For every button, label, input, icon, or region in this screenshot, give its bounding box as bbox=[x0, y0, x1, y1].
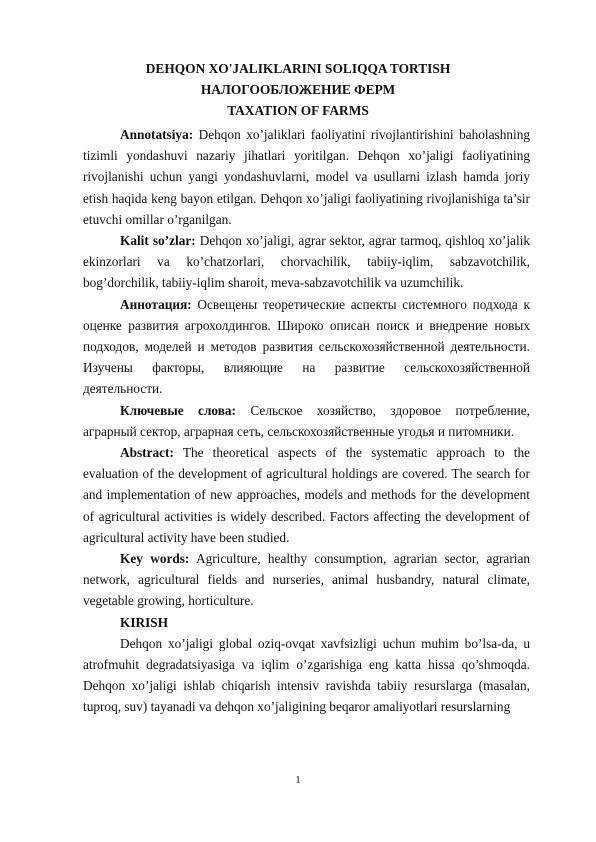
annotation-russian-label: Аннотация: bbox=[120, 296, 192, 312]
keywords-uzbek-text: Dehqon xo’jaligi, agrar sektor, agrar tarmoq, qishloq xo’jalik ekinzorlari va ko’chatzorlari, chorvachilik, tabiiy-iqlim, sabzavotchilik, bog’dorchilik, tabiiy-iqlim sharoit, meva-sabzavotchilik va uzumchilik. bbox=[83, 233, 530, 291]
annotation-russian-text: Освещены теоретические аспекты системного подхода к оценке развития агрохолдингов. Широко описан поиск и внедрение новых подходов, моделей и методов развития сельскохозяйственной деятельности. Изучены факторы, влияющие на развитие сельскохозяйственной деятельности. bbox=[83, 296, 530, 397]
intro-paragraph: Dehqon xo’jaligi global oziq-ovqat xavfsizligi uchun muhim bo’lsa-da, u atrofmuhit degradatsiyasiga va iqlim o’zgarishiga eng katta hissa qo’shmoqda. Dehqon xo’jaligi ishlab chiqarish intensiv ravishda tabiiy resurslarga (masalan, tuproq, suv) tayanadi va dehqon xo’jaligining beqaror amaliyotlari resurslarning bbox=[83, 635, 530, 715]
keywords-russian-text: Сельское хозяйство, здоровое потребление, аграрный сектор, аграрная сеть, сельскохозяйственные угодья и питомники. bbox=[83, 402, 530, 439]
annotation-russian bbox=[83, 294, 530, 400]
keywords-russian-label: Ключевые слова: bbox=[120, 402, 236, 418]
annotation-uzbek-text: Dehqon xo’jaliklari faoliyatini rivojlantirishini baholashning tizimli yondashuvi nazariy jihatlari yoritilgan. Dehqon xo’jaligi faoliyatining rivojlanishi uchun yangi yondashuvlarni, model va usullarni izlash hamda joriy etish haqida keng bayon etilgan. Dehqon xo’jaligi faoliyatining rivojlanishiga ta’sir etuvchi omillar o’rganilgan. bbox=[83, 127, 530, 227]
keywords-russian bbox=[83, 400, 530, 442]
abstract-english-label: Abstract: bbox=[120, 445, 174, 461]
abstract-english-text: The theoretical aspects of the systematic approach to the evaluation of the development of agricultural holdings are covered. The search for and implementation of new approaches, models and methods for the development of agricultural activities is widely described. Factors affecting the development of agricultural activity have been studied. bbox=[83, 445, 530, 545]
keywords-english-label: Key words: bbox=[120, 551, 190, 567]
annotation-uzbek bbox=[83, 124, 530, 230]
article-body bbox=[83, 124, 530, 718]
title-block bbox=[0, 58, 596, 121]
title-russian: НАЛОГООБЛОЖЕНИЕ ФЕРМ bbox=[200, 82, 396, 97]
title-english: TAXATION OF FARMS bbox=[227, 103, 369, 118]
page-number: 1 bbox=[295, 774, 301, 786]
section-heading-intro: KIRISH bbox=[120, 614, 169, 630]
abstract-english bbox=[83, 442, 530, 548]
title-uzbek: DEHQON XO'JALIKLARINI SOLIQQA TORTISH bbox=[145, 61, 451, 76]
annotation-uzbek-label: Annotatsiya: bbox=[120, 127, 194, 142]
keywords-uzbek-label: Kalit so’zlar: bbox=[120, 233, 196, 249]
keywords-uzbek bbox=[83, 230, 530, 294]
keywords-english bbox=[83, 548, 530, 612]
keywords-english-text: Agriculture, healthy consumption, agrarian sector, agrarian network, agricultural fields and nurseries, animal husbandry, natural climate, vegetable growing, horticulture. bbox=[83, 551, 530, 609]
